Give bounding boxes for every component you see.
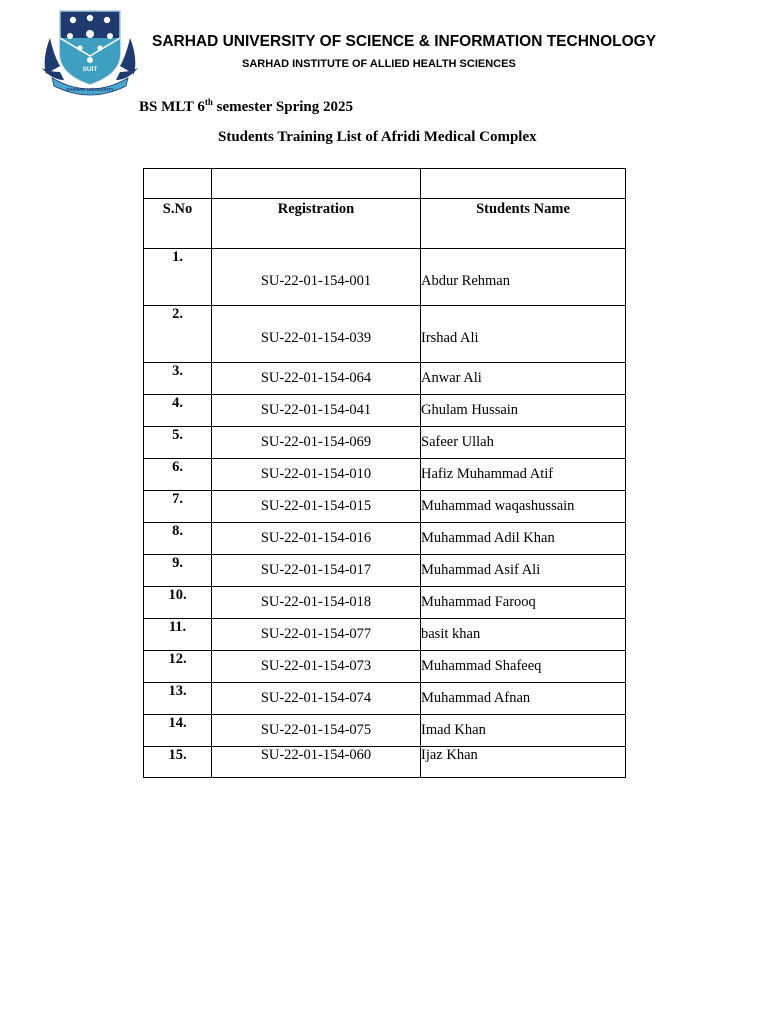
- row-registration: SU-22-01-154-075: [212, 715, 421, 747]
- table-row: [144, 459, 626, 491]
- table-row: [144, 555, 626, 587]
- table-row: [144, 395, 626, 427]
- university-title: SARHAD UNIVERSITY OF SCIENCE & INFORMATION TECHNOLOGY: [152, 33, 657, 50]
- list-title: Students Training List of Afridi Medical Complex: [218, 129, 537, 145]
- table-row: [144, 587, 626, 619]
- row-registration: SU-22-01-154-016: [212, 523, 421, 555]
- table-row: [144, 683, 626, 715]
- institute-title: SARHAD INSTITUTE OF ALLIED HEALTH SCIENCES: [242, 58, 516, 70]
- row-registration: SU-22-01-154-015: [212, 491, 421, 523]
- row-registration: SU-22-01-154-060: [212, 747, 421, 778]
- program-prefix: BS MLT 6: [139, 99, 205, 115]
- students-table: [143, 168, 626, 778]
- row-sno: 14.: [144, 715, 212, 747]
- row-name: Hafiz Muhammad Atif: [421, 459, 626, 491]
- row-name: Muhammad Shafeeq: [421, 651, 626, 683]
- row-registration: SU-22-01-154-018: [212, 587, 421, 619]
- row-sno: 15.: [144, 747, 212, 778]
- program-suffix: semester Spring 2025: [212, 99, 354, 115]
- blank-cell: [144, 169, 212, 199]
- row-name: Irshad Ali: [421, 306, 626, 363]
- row-name: Safeer Ullah: [421, 427, 626, 459]
- table-row: [144, 651, 626, 683]
- row-name: Ghulam Hussain: [421, 395, 626, 427]
- row-sno: 1.: [144, 249, 212, 306]
- row-sno: 2.: [144, 306, 212, 363]
- row-registration: SU-22-01-154-041: [212, 395, 421, 427]
- row-sno: 9.: [144, 555, 212, 587]
- row-sno: 5.: [144, 427, 212, 459]
- row-registration: SU-22-01-154-069: [212, 427, 421, 459]
- row-sno: 13.: [144, 683, 212, 715]
- table-row: [144, 619, 626, 651]
- table-row: [144, 523, 626, 555]
- row-name: Muhammad Adil Khan: [421, 523, 626, 555]
- row-registration: SU-22-01-154-064: [212, 363, 421, 395]
- blank-cell: [421, 169, 626, 199]
- row-name: Muhammad waqashussain: [421, 491, 626, 523]
- table-row: [144, 491, 626, 523]
- row-sno: 11.: [144, 619, 212, 651]
- blank-row: [144, 169, 626, 199]
- row-sno: 3.: [144, 363, 212, 395]
- row-sno: 6.: [144, 459, 212, 491]
- header-registration: Registration: [212, 199, 421, 249]
- row-name: Muhammad Afnan: [421, 683, 626, 715]
- table-row: [144, 249, 626, 306]
- row-name: Ijaz Khan: [421, 747, 626, 778]
- row-registration: SU-22-01-154-039: [212, 306, 421, 363]
- university-logo: [40, 8, 140, 96]
- program-superscript: th: [204, 97, 213, 107]
- header-sno: S.No: [144, 199, 212, 249]
- logo-ribbon-text: SARHAD UNIVERSITY: [66, 87, 114, 92]
- row-sno: 12.: [144, 651, 212, 683]
- header-name: Students Name: [421, 199, 626, 249]
- table-row: [144, 427, 626, 459]
- row-registration: SU-22-01-154-017: [212, 555, 421, 587]
- table-row: [144, 747, 626, 778]
- table-row: [144, 363, 626, 395]
- row-name: Muhammad Asif Ali: [421, 555, 626, 587]
- row-name: basit khan: [421, 619, 626, 651]
- row-registration: SU-22-01-154-074: [212, 683, 421, 715]
- row-name: Muhammad Farooq: [421, 587, 626, 619]
- row-sno: 8.: [144, 523, 212, 555]
- logo-text: SUIT: [82, 66, 98, 73]
- row-sno: 10.: [144, 587, 212, 619]
- program-line: [139, 97, 353, 116]
- row-name: Imad Khan: [421, 715, 626, 747]
- row-registration: SU-22-01-154-077: [212, 619, 421, 651]
- row-name: Anwar Ali: [421, 363, 626, 395]
- row-sno: 4.: [144, 395, 212, 427]
- table-row: [144, 715, 626, 747]
- row-name: Abdur Rehman: [421, 249, 626, 306]
- row-registration: SU-22-01-154-001: [212, 249, 421, 306]
- row-registration: SU-22-01-154-010: [212, 459, 421, 491]
- row-registration: SU-22-01-154-073: [212, 651, 421, 683]
- row-sno: 7.: [144, 491, 212, 523]
- blank-cell: [212, 169, 421, 199]
- table-row: [144, 306, 626, 363]
- table-header-row: [144, 199, 626, 249]
